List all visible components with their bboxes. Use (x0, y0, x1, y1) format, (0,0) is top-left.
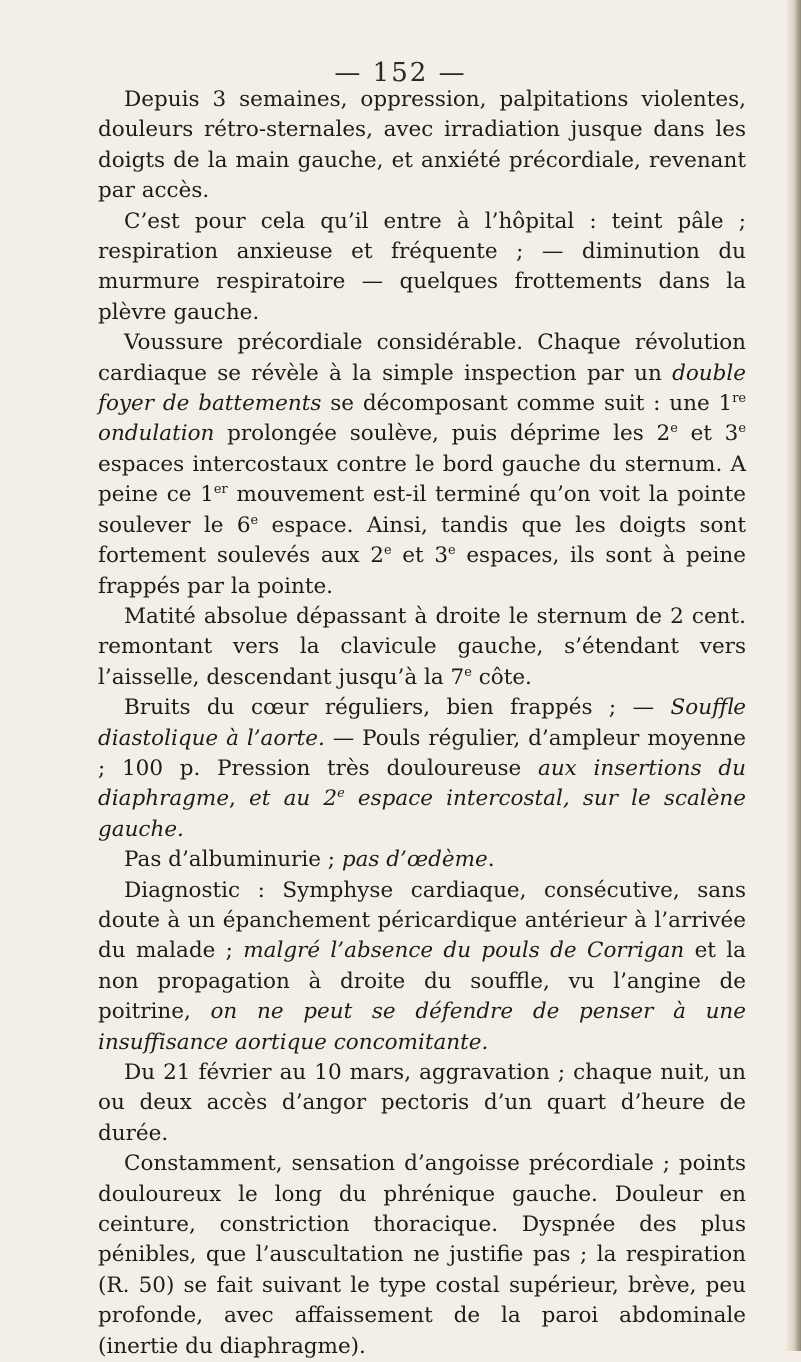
superscript: re (732, 390, 746, 406)
text-run: Constamment, sensation d’angoisse précordiale ; points douloureux le long du phrénique gauche. Douleur en ceinture, constriction thoracique. Dyspnée des plus pénibles, que l’auscultation ne justifie pas ; la respiration (R. 50) se fait suivant le type costal supérieur, brève, peu profonde, avec affaissement de la paroi abdominale (inertie du diaphragme). (98, 1151, 746, 1359)
text-run: et 3 (391, 543, 448, 569)
superscript: e (337, 786, 345, 802)
paragraph-p2 (98, 207, 746, 329)
italic-text: Souffle diastolique à l’aorte. (98, 695, 746, 751)
text-run: mouvement est-il terminé qu’on voit la pointe soulever le 6 (98, 482, 746, 538)
paragraph-p7 (98, 876, 746, 1058)
superscript: e (250, 512, 259, 528)
paragraph-p1 (98, 85, 746, 207)
italic-text: aux insertions du diaphragme (98, 755, 746, 812)
italic-text: malgré l’absence du pouls de Corrigan (243, 938, 685, 964)
page-edge-shadow (785, 0, 801, 1351)
italic-text: et au 2 (249, 786, 338, 812)
text-run: — Pouls régulier, d’ampleur moyenne ; 100 p. Pression très douloureuse (98, 725, 746, 781)
text-run: . (487, 847, 495, 873)
italic-text: on ne peut se défendre de penser à une insuffisance aortique concomitante. (98, 999, 746, 1055)
text-run: Diagnostic : Symphyse cardiaque, consécutive, sans doute à un épanchement péricardique antérieur à l’arrivée du malade ; (98, 877, 746, 964)
paragraph-p4 (98, 602, 746, 693)
text-run: C’est pour cela qu’il entre à l’hôpital : teint pâle ; respiration anxieuse et fréquente ; — diminution du murmure respiratoire — quelques frottements dans la plèvre gauche. (98, 208, 746, 325)
italic-text: pas d’œdème (341, 847, 488, 873)
superscript: e (448, 542, 456, 558)
superscript: e (383, 542, 392, 558)
page-number: — 152 — (334, 58, 467, 88)
text-run: côte. (471, 664, 532, 690)
text-run: et 3 (677, 421, 739, 447)
paragraph-p9 (98, 1149, 746, 1362)
text-run: , (229, 786, 250, 812)
text-run: se décomposant comme suit : une 1 (321, 391, 733, 417)
paragraph-p3 (98, 328, 746, 602)
text-run: Depuis 3 semaines, oppression, palpitations violentes, douleurs rétro-sternales, avec irradiation jusque dans les doigts de la main gauche, et anxiété précordiale, revenant par accès. (98, 87, 746, 204)
italic-text: espace intercostal, sur le scalène gauche. (98, 786, 746, 842)
text-run: espaces intercostaux contre le bord gauche du sternum. A peine ce 1 (98, 451, 746, 508)
text-run: et la non propagation à droite du souffle, vu l’angine de poitrine, (98, 938, 746, 1025)
superscript: e (464, 664, 472, 680)
text-run: Du 21 février au 10 mars, aggravation ; chaque nuit, un ou deux accès d’angor pectoris d’un quart d’heure de durée. (98, 1060, 746, 1146)
text-run: prolongée soulève, puis déprime les 2 (214, 421, 671, 447)
superscript: er (213, 482, 228, 498)
superscript: e (670, 421, 678, 437)
superscript: e (738, 421, 746, 437)
body-text (98, 85, 746, 1362)
italic-text: ondulation (98, 421, 215, 447)
italic-text: double foyer de battements (98, 360, 746, 417)
paragraph-p8 (98, 1058, 746, 1149)
text-run: Voussure précordiale considérable. Chaque révolution cardiaque se révèle à la simple inspection par un (98, 330, 746, 386)
paragraph-p6 (98, 845, 746, 875)
text-run: Pas d’albuminurie ; (124, 847, 342, 873)
paragraph-p5 (98, 693, 746, 845)
text-run: espaces, ils sont à peine frappés par la pointe. (98, 543, 746, 599)
text-run: Matité absolue dépassant à droite le sternum de 2 cent. remontant vers la clavicule gauche, s’étendant vers l’aisselle, descendant jusqu’à la 7 (98, 603, 746, 690)
text-run: espace. Ainsi, tandis que les doigts sont fortement soulevés aux 2 (98, 512, 746, 569)
text-run: Bruits du cœur réguliers, bien frappés ; — (124, 695, 671, 721)
